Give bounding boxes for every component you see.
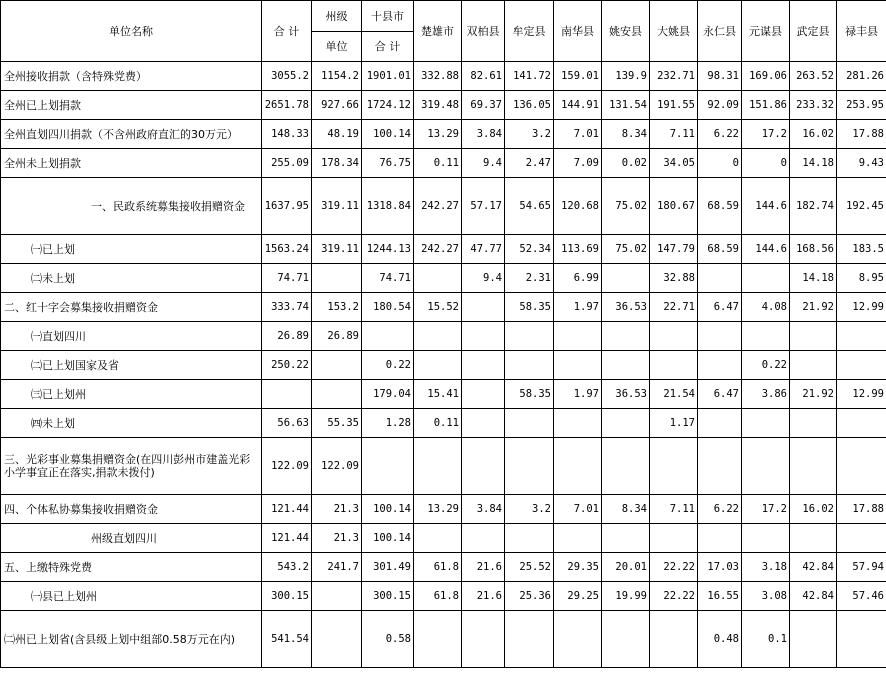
value-cell (554, 409, 602, 438)
row-label: ㈠县已上划州 (1, 582, 262, 611)
table-row (1, 293, 886, 322)
table-row (1, 264, 886, 293)
row-label: 全州已上划捐款 (1, 91, 262, 120)
value-cell: 1.97 (554, 380, 602, 409)
value-cell (414, 611, 462, 668)
value-cell: 32.88 (650, 264, 698, 293)
value-cell (698, 322, 742, 351)
value-cell (742, 264, 790, 293)
value-cell: 14.18 (790, 149, 837, 178)
value-cell: 0.22 (362, 351, 414, 380)
value-cell: 0.11 (414, 149, 462, 178)
value-cell: 21.92 (790, 293, 837, 322)
value-cell: 332.88 (414, 62, 462, 91)
value-cell: 17.2 (742, 120, 790, 149)
value-cell: 58.35 (505, 380, 554, 409)
value-cell: 7.11 (650, 120, 698, 149)
value-cell: 242.27 (414, 178, 462, 235)
header-county: 禄丰县 (837, 1, 886, 62)
value-cell (414, 264, 462, 293)
value-cell (650, 438, 698, 495)
value-cell (462, 293, 505, 322)
value-cell (742, 409, 790, 438)
value-cell: 42.84 (790, 582, 837, 611)
value-cell: 21.3 (312, 524, 362, 553)
header-ten-counties: 十县市 (362, 1, 414, 32)
value-cell (742, 322, 790, 351)
value-cell (602, 322, 650, 351)
value-cell: 0 (698, 149, 742, 178)
value-cell: 13.29 (414, 120, 462, 149)
value-cell (837, 438, 886, 495)
value-cell: 1637.95 (262, 178, 312, 235)
value-cell: 57.94 (837, 553, 886, 582)
value-cell: 3.18 (742, 553, 790, 582)
value-cell (698, 409, 742, 438)
value-cell: 75.02 (602, 235, 650, 264)
value-cell: 21.6 (462, 582, 505, 611)
row-label: ㈡已上划国家及省 (1, 351, 262, 380)
header-prefecture: 州级 (312, 1, 362, 32)
row-label: ㈡州已上划省(含县级上划中组部0.58万元在内) (1, 611, 262, 668)
value-cell: 98.31 (698, 62, 742, 91)
value-cell: 17.88 (837, 495, 886, 524)
value-cell: 319.11 (312, 178, 362, 235)
value-cell: 333.74 (262, 293, 312, 322)
row-label: 州级直划四川 (1, 524, 262, 553)
value-cell (698, 351, 742, 380)
value-cell: 36.53 (602, 293, 650, 322)
row-label: 五、上缴特殊党费 (1, 553, 262, 582)
value-cell: 8.34 (602, 120, 650, 149)
value-cell: 47.77 (462, 235, 505, 264)
value-cell: 21.3 (312, 495, 362, 524)
value-cell: 9.43 (837, 149, 886, 178)
value-cell (554, 322, 602, 351)
value-cell: 144.6 (742, 235, 790, 264)
value-cell: 0.02 (602, 149, 650, 178)
header-county: 双柏县 (462, 1, 505, 62)
value-cell: 14.18 (790, 264, 837, 293)
value-cell: 253.95 (837, 91, 886, 120)
table-row (1, 438, 886, 495)
value-cell: 21.92 (790, 380, 837, 409)
value-cell: 92.09 (698, 91, 742, 120)
value-cell: 122.09 (262, 438, 312, 495)
row-label: 全州接收捐款（含特殊党费） (1, 62, 262, 91)
value-cell (414, 322, 462, 351)
table-row (1, 149, 886, 178)
value-cell: 100.14 (362, 120, 414, 149)
value-cell: 0.22 (742, 351, 790, 380)
value-cell: 15.52 (414, 293, 462, 322)
value-cell (505, 322, 554, 351)
value-cell: 1.28 (362, 409, 414, 438)
value-cell: 3.86 (742, 380, 790, 409)
value-cell (790, 409, 837, 438)
header-county: 楚雄市 (414, 1, 462, 62)
value-cell (462, 438, 505, 495)
value-cell: 76.75 (362, 149, 414, 178)
header-county: 牟定县 (505, 1, 554, 62)
value-cell: 192.45 (837, 178, 886, 235)
value-cell: 19.99 (602, 582, 650, 611)
value-cell (698, 524, 742, 553)
value-cell: 3055.2 (262, 62, 312, 91)
value-cell (554, 611, 602, 668)
value-cell: 7.01 (554, 120, 602, 149)
value-cell: 82.61 (462, 62, 505, 91)
value-cell: 26.89 (262, 322, 312, 351)
value-cell: 151.86 (742, 91, 790, 120)
value-cell: 55.35 (312, 409, 362, 438)
value-cell: 54.65 (505, 178, 554, 235)
value-cell: 7.01 (554, 495, 602, 524)
row-label: ㈡未上划 (1, 264, 262, 293)
value-cell: 9.4 (462, 264, 505, 293)
value-cell (312, 264, 362, 293)
value-cell (602, 264, 650, 293)
value-cell: 233.32 (790, 91, 837, 120)
value-cell: 22.71 (650, 293, 698, 322)
value-cell: 144.91 (554, 91, 602, 120)
value-cell (462, 524, 505, 553)
value-cell: 2651.78 (262, 91, 312, 120)
value-cell: 191.55 (650, 91, 698, 120)
row-label: 二、红十字会募集接收捐赠资金 (1, 293, 262, 322)
value-cell: 8.95 (837, 264, 886, 293)
value-cell (505, 409, 554, 438)
value-cell (837, 322, 886, 351)
value-cell: 61.8 (414, 553, 462, 582)
table-row (1, 91, 886, 120)
value-cell (837, 611, 886, 668)
value-cell: 169.06 (742, 62, 790, 91)
table-row (1, 495, 886, 524)
value-cell: 16.55 (698, 582, 742, 611)
row-label: 四、个体私协募集接收捐赠资金 (1, 495, 262, 524)
value-cell: 300.15 (262, 582, 312, 611)
value-cell: 36.53 (602, 380, 650, 409)
value-cell: 0.48 (698, 611, 742, 668)
value-cell: 113.69 (554, 235, 602, 264)
value-cell: 147.79 (650, 235, 698, 264)
value-cell: 300.15 (362, 582, 414, 611)
table-row (1, 582, 886, 611)
value-cell: 180.67 (650, 178, 698, 235)
value-cell (790, 524, 837, 553)
value-cell (554, 524, 602, 553)
value-cell: 100.14 (362, 524, 414, 553)
value-cell (837, 351, 886, 380)
value-cell (414, 438, 462, 495)
value-cell: 25.36 (505, 582, 554, 611)
value-cell: 121.44 (262, 524, 312, 553)
value-cell: 242.27 (414, 235, 462, 264)
value-cell: 144.6 (742, 178, 790, 235)
value-cell: 120.68 (554, 178, 602, 235)
value-cell: 48.19 (312, 120, 362, 149)
value-cell (650, 351, 698, 380)
table-row (1, 524, 886, 553)
value-cell: 52.34 (505, 235, 554, 264)
header-county: 永仁县 (698, 1, 742, 62)
value-cell: 3.2 (505, 120, 554, 149)
value-cell: 22.22 (650, 553, 698, 582)
value-cell (698, 438, 742, 495)
value-cell (312, 611, 362, 668)
row-label: ㈠已上划 (1, 235, 262, 264)
value-cell: 6.22 (698, 495, 742, 524)
table-row (1, 62, 886, 91)
value-cell: 21.54 (650, 380, 698, 409)
value-cell: 541.54 (262, 611, 312, 668)
value-cell (462, 611, 505, 668)
value-cell: 17.2 (742, 495, 790, 524)
table-row (1, 409, 886, 438)
value-cell (312, 380, 362, 409)
value-cell: 74.71 (262, 264, 312, 293)
value-cell (554, 438, 602, 495)
value-cell: 0.1 (742, 611, 790, 668)
value-cell: 7.11 (650, 495, 698, 524)
value-cell: 58.35 (505, 293, 554, 322)
value-cell: 1.17 (650, 409, 698, 438)
header-county: 大姚县 (650, 1, 698, 62)
value-cell: 6.47 (698, 293, 742, 322)
value-cell (698, 264, 742, 293)
value-cell: 543.2 (262, 553, 312, 582)
table-row (1, 380, 886, 409)
value-cell (505, 524, 554, 553)
value-cell: 281.26 (837, 62, 886, 91)
value-cell (790, 438, 837, 495)
table-row (1, 611, 886, 668)
header-county: 姚安县 (602, 1, 650, 62)
value-cell: 12.99 (837, 380, 886, 409)
value-cell (790, 351, 837, 380)
value-cell: 12.99 (837, 293, 886, 322)
value-cell (462, 322, 505, 351)
value-cell: 29.25 (554, 582, 602, 611)
value-cell: 1563.24 (262, 235, 312, 264)
table-row (1, 351, 886, 380)
value-cell: 131.54 (602, 91, 650, 120)
value-cell: 6.22 (698, 120, 742, 149)
value-cell: 56.63 (262, 409, 312, 438)
value-cell: 69.37 (462, 91, 505, 120)
value-cell: 20.01 (602, 553, 650, 582)
table-row (1, 322, 886, 351)
value-cell: 25.52 (505, 553, 554, 582)
value-cell (650, 611, 698, 668)
value-cell: 7.09 (554, 149, 602, 178)
value-cell: 0.58 (362, 611, 414, 668)
value-cell (650, 524, 698, 553)
value-cell: 1318.84 (362, 178, 414, 235)
value-cell: 178.34 (312, 149, 362, 178)
value-cell: 61.8 (414, 582, 462, 611)
value-cell (742, 524, 790, 553)
value-cell: 1154.2 (312, 62, 362, 91)
value-cell (602, 524, 650, 553)
value-cell (790, 611, 837, 668)
value-cell (790, 322, 837, 351)
value-cell: 3.2 (505, 495, 554, 524)
value-cell: 8.34 (602, 495, 650, 524)
row-label: ㈣未上划 (1, 409, 262, 438)
value-cell: 319.48 (414, 91, 462, 120)
value-cell (312, 582, 362, 611)
value-cell: 180.54 (362, 293, 414, 322)
value-cell: 121.44 (262, 495, 312, 524)
value-cell (414, 351, 462, 380)
value-cell: 1.97 (554, 293, 602, 322)
value-cell: 15.41 (414, 380, 462, 409)
row-label: 一、民政系统募集接收捐赠资金 (1, 178, 262, 235)
value-cell: 168.56 (790, 235, 837, 264)
value-cell: 153.2 (312, 293, 362, 322)
value-cell (742, 438, 790, 495)
value-cell (602, 409, 650, 438)
value-cell: 3.84 (462, 495, 505, 524)
value-cell: 250.22 (262, 351, 312, 380)
row-label: 三、光彩事业募集捐赠资金(在四川彭州市建盖光彩小学事宜正在落实,捐款未拨付) (1, 438, 262, 495)
value-cell: 75.02 (602, 178, 650, 235)
value-cell: 319.11 (312, 235, 362, 264)
value-cell: 57.46 (837, 582, 886, 611)
value-cell: 16.02 (790, 120, 837, 149)
table-row (1, 178, 886, 235)
value-cell (312, 351, 362, 380)
value-cell: 16.02 (790, 495, 837, 524)
value-cell: 182.74 (790, 178, 837, 235)
header-county: 元谋县 (742, 1, 790, 62)
header-prefecture-unit: 单位 (312, 32, 362, 62)
value-cell: 29.35 (554, 553, 602, 582)
value-cell (837, 524, 886, 553)
header-ten-total: 合 计 (362, 32, 414, 62)
value-cell: 42.84 (790, 553, 837, 582)
value-cell: 301.49 (362, 553, 414, 582)
value-cell: 179.04 (362, 380, 414, 409)
value-cell: 241.7 (312, 553, 362, 582)
value-cell: 13.29 (414, 495, 462, 524)
row-label: ㈢已上划州 (1, 380, 262, 409)
value-cell: 6.47 (698, 380, 742, 409)
value-cell: 68.59 (698, 235, 742, 264)
value-cell: 26.89 (312, 322, 362, 351)
table-row (1, 553, 886, 582)
value-cell: 74.71 (362, 264, 414, 293)
value-cell (414, 524, 462, 553)
value-cell: 100.14 (362, 495, 414, 524)
header-county: 武定县 (790, 1, 837, 62)
value-cell: 6.99 (554, 264, 602, 293)
value-cell: 2.31 (505, 264, 554, 293)
value-cell (505, 438, 554, 495)
value-cell: 17.88 (837, 120, 886, 149)
value-cell: 159.01 (554, 62, 602, 91)
value-cell: 0 (742, 149, 790, 178)
value-cell: 68.59 (698, 178, 742, 235)
value-cell: 3.84 (462, 120, 505, 149)
value-cell (602, 351, 650, 380)
value-cell (650, 322, 698, 351)
value-cell (602, 611, 650, 668)
value-cell (462, 409, 505, 438)
value-cell: 141.72 (505, 62, 554, 91)
value-cell: 927.66 (312, 91, 362, 120)
value-cell: 21.6 (462, 553, 505, 582)
value-cell: 9.4 (462, 149, 505, 178)
value-cell (362, 438, 414, 495)
value-cell: 232.71 (650, 62, 698, 91)
value-cell (505, 351, 554, 380)
value-cell: 139.9 (602, 62, 650, 91)
value-cell: 136.05 (505, 91, 554, 120)
header-county: 南华县 (554, 1, 602, 62)
value-cell: 4.08 (742, 293, 790, 322)
value-cell (462, 351, 505, 380)
value-cell: 0.11 (414, 409, 462, 438)
value-cell: 1244.13 (362, 235, 414, 264)
row-label: ㈠直划四川 (1, 322, 262, 351)
value-cell: 17.03 (698, 553, 742, 582)
value-cell (554, 351, 602, 380)
value-cell: 183.5 (837, 235, 886, 264)
value-cell: 34.05 (650, 149, 698, 178)
value-cell: 3.08 (742, 582, 790, 611)
value-cell (262, 380, 312, 409)
value-cell (602, 438, 650, 495)
value-cell (362, 322, 414, 351)
row-label: 全州未上划捐款 (1, 149, 262, 178)
value-cell (462, 380, 505, 409)
value-cell: 22.22 (650, 582, 698, 611)
value-cell: 148.33 (262, 120, 312, 149)
table-row (1, 235, 886, 264)
header-total: 合 计 (262, 1, 312, 62)
value-cell (505, 611, 554, 668)
value-cell: 263.52 (790, 62, 837, 91)
row-label: 全州直划四川捐款（不含州政府直汇的30万元） (1, 120, 262, 149)
table-row (1, 120, 886, 149)
value-cell: 57.17 (462, 178, 505, 235)
value-cell: 122.09 (312, 438, 362, 495)
header-unit-name: 单位名称 (1, 1, 262, 62)
value-cell: 1724.12 (362, 91, 414, 120)
value-cell: 1901.01 (362, 62, 414, 91)
value-cell: 255.09 (262, 149, 312, 178)
value-cell (837, 409, 886, 438)
value-cell: 2.47 (505, 149, 554, 178)
